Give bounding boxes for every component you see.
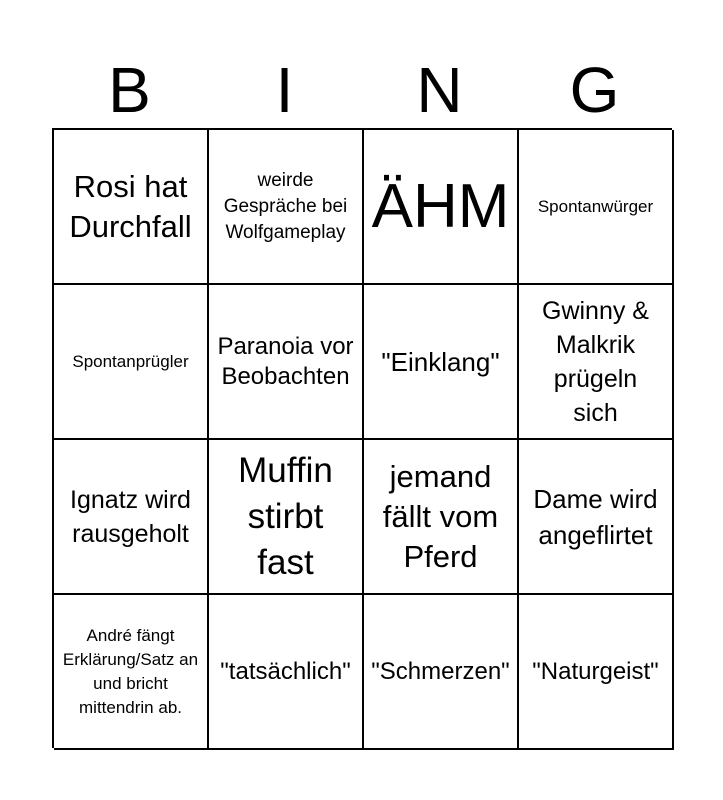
header-letter-b: B xyxy=(108,54,151,126)
bingo-cell[interactable]: Muffin stirbt fast xyxy=(209,440,364,595)
header-letter-i: I xyxy=(275,54,294,126)
header-letter-g: G xyxy=(569,54,620,126)
bingo-cell[interactable]: "tatsächlich" xyxy=(209,595,364,750)
bingo-cell[interactable]: Ignatz wird rausgeholt xyxy=(54,440,209,595)
bingo-cell[interactable]: jemand fällt vom Pferd xyxy=(364,440,519,595)
bingo-grid xyxy=(52,128,672,748)
bingo-header xyxy=(52,52,672,128)
bingo-cell[interactable]: "Schmerzen" xyxy=(364,595,519,750)
bingo-cell[interactable]: Dame wird angeflirtet xyxy=(519,440,674,595)
bingo-cell[interactable]: Spontanprügler xyxy=(54,285,209,440)
bingo-cell[interactable]: Gwinny & Malkrik prügeln sich xyxy=(519,285,674,440)
bingo-cell[interactable]: Rosi hat Durchfall xyxy=(54,130,209,285)
bingo-cell[interactable]: ÄHM xyxy=(364,130,519,285)
header-letter-n: N xyxy=(416,54,463,126)
bingo-cell[interactable]: André fängt Erklärung/Satz an und bricht mittendrin ab. xyxy=(54,595,209,750)
bingo-cell[interactable]: Paranoia vor Beobachten xyxy=(209,285,364,440)
bingo-cell[interactable]: Spontanwürger xyxy=(519,130,674,285)
bingo-cell[interactable]: weirde Gespräche bei Wolfgameplay xyxy=(209,130,364,285)
bingo-cell[interactable]: "Naturgeist" xyxy=(519,595,674,750)
bingo-cell[interactable]: "Einklang" xyxy=(364,285,519,440)
